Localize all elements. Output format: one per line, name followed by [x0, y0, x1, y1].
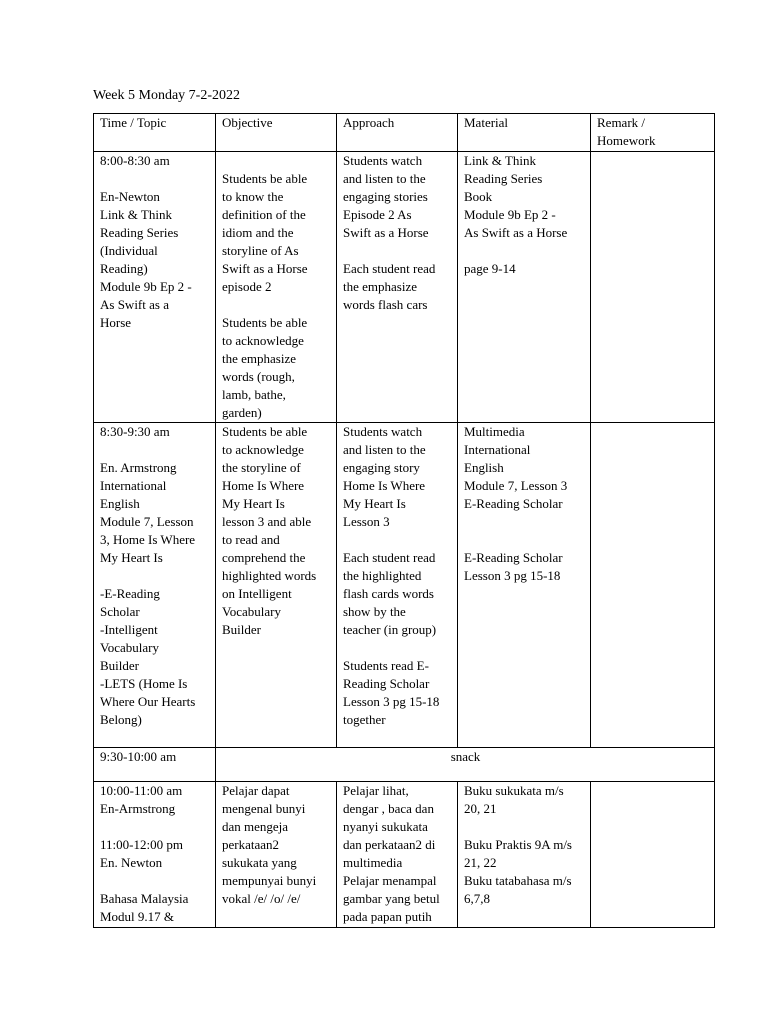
break-cell: snack — [216, 748, 715, 782]
remark-cell — [591, 152, 715, 423]
header-time-topic: Time / Topic — [94, 114, 216, 152]
table-row — [94, 423, 715, 748]
approach-cell: Students watch and listen to the engaging stories Episode 2 As Swift as a Horse Each student read the emphasize words flash cars — [337, 152, 458, 423]
time-topic-cell: 10:00-11:00 am En-Armstrong 11:00-12:00 pm En. Newton Bahasa Malaysia Modul 9.17 & — [94, 782, 216, 928]
remark-cell — [591, 423, 715, 748]
objective-cell: Students be able to acknowledge the storyline of Home Is Where My Heart Is lesson 3 and able to read and comprehend the highlighted words on Intelligent Vocabulary Builder — [216, 423, 337, 748]
header-approach: Approach — [337, 114, 458, 152]
table-row — [94, 152, 715, 423]
approach-cell: Pelajar lihat, dengar , baca dan nyanyi sukukata dan perkataan2 di multimedia Pelajar menampal gambar yang betul pada papan putih — [337, 782, 458, 928]
material-cell: Buku sukukata m/s 20, 21 Buku Praktis 9A m/s 21, 22 Buku tatabahasa m/s 6,7,8 — [458, 782, 591, 928]
time-topic-cell: 8:00-8:30 am En-Newton Link & Think Reading Series (Individual Reading) Module 9b Ep 2 - As Swift as a Horse — [94, 152, 216, 423]
header-remark-homework: Remark / Homework — [591, 114, 715, 152]
table-row — [94, 748, 715, 782]
table-header-row — [94, 114, 715, 152]
document-title: Week 5 Monday 7-2-2022 — [93, 88, 241, 103]
material-cell: Link & Think Reading Series Book Module 9b Ep 2 - As Swift as a Horse page 9-14 — [458, 152, 591, 423]
objective-cell: Students be able to know the definition of the idiom and the storyline of As Swift as a Horse episode 2 Students be able to acknowledge the emphasize words (rough, lamb, bathe, garden) — [216, 152, 337, 423]
objective-cell: Pelajar dapat mengenal bunyi dan mengeja perkataan2 sukukata yang mempunyai bunyi vokal /e/ /o/ /e/ — [216, 782, 337, 928]
header-material: Material — [458, 114, 591, 152]
time-topic-cell: 8:30-9:30 am En. Armstrong International English Module 7, Lesson 3, Home Is Where My Heart Is -E-Reading Scholar -Intelligent Vocabulary Builder -LETS (Home Is Where Our Hearts Belong) — [94, 423, 216, 748]
remark-cell — [591, 782, 715, 928]
time-topic-cell: 9:30-10:00 am — [94, 748, 216, 782]
table-row — [94, 782, 715, 928]
approach-cell: Students watch and listen to the engaging story Home Is Where My Heart Is Lesson 3 Each student read the highlighted flash cards words show by the teacher (in group) Students read E- Reading Scholar Lesson 3 pg 15-18 together — [337, 423, 458, 748]
header-objective: Objective — [216, 114, 337, 152]
lesson-plan-table — [93, 113, 715, 928]
material-cell: Multimedia International English Module 7, Lesson 3 E-Reading Scholar E-Reading Scholar Lesson 3 pg 15-18 — [458, 423, 591, 748]
